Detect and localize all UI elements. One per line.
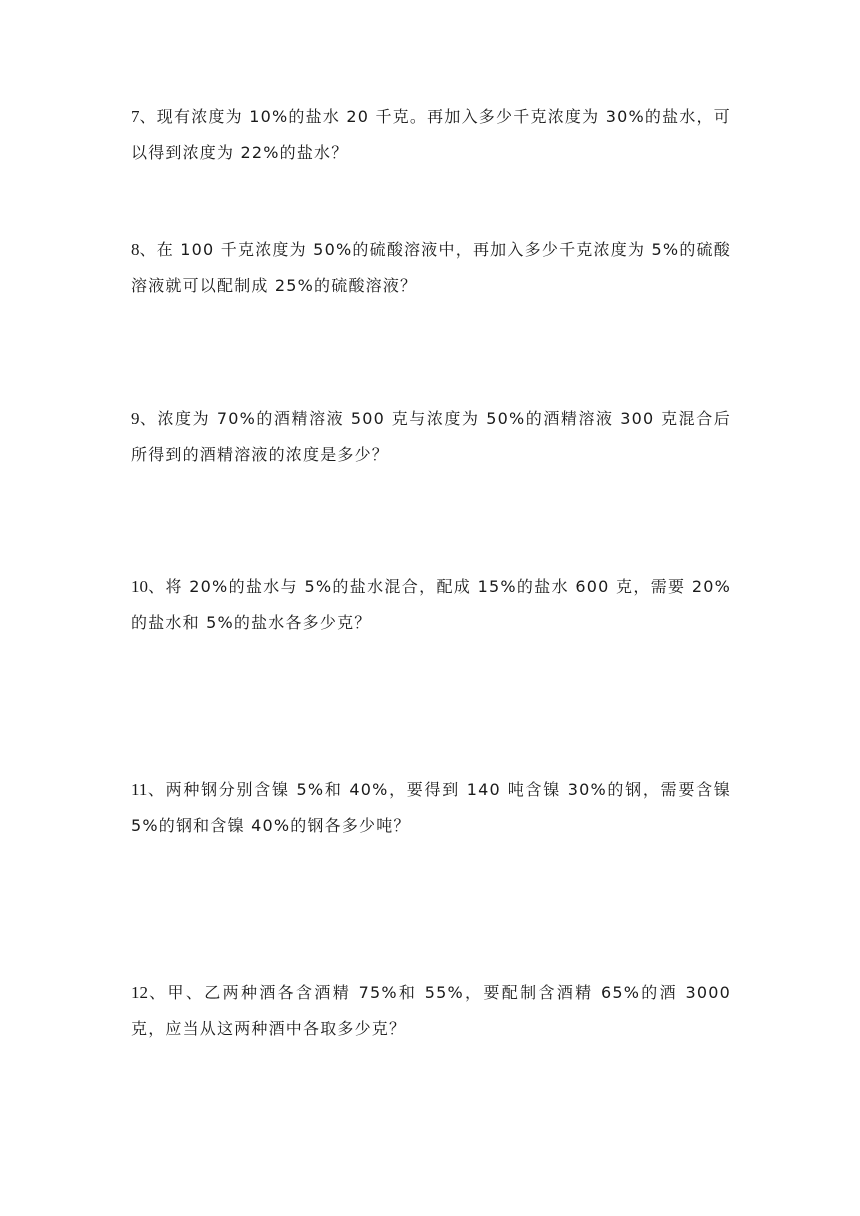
problem-10 [131,569,731,641]
problem-text: 、两种钢分别含镍 5%和 40%，要得到 140 吨含镍 30%的钢，需要含镍 5%的钢和含镍 40%的钢各多少吨？ [131,780,731,835]
problem-number: 8 [131,240,140,259]
problem-text: 、浓度为 70%的酒精溶液 500 克与浓度为 50%的酒精溶液 300 克混合后所得到的酒精溶液的浓度是多少？ [131,409,731,464]
problem-text: 、在 100 千克浓度为 50%的硫酸溶液中，再加入多少千克浓度为 5%的硫酸溶液就可以配制成 25%的硫酸溶液？ [131,240,731,295]
problem-12 [131,975,731,1047]
problem-8 [131,232,731,304]
problem-11 [131,772,731,844]
problem-number: 10 [131,577,148,596]
problem-number: 12 [131,983,148,1002]
problem-7 [131,99,731,171]
problem-text: 、甲、乙两种酒各含酒精 75%和 55%，要配制含酒精 65%的酒 3000 克，应当从这两种酒中各取多少克？ [131,983,731,1038]
problem-number: 9 [131,409,140,428]
problem-number: 7 [131,107,140,126]
problem-number: 11 [131,780,148,799]
problem-text: 、将 20%的盐水与 5%的盐水混合，配成 15%的盐水 600 克，需要 20%的盐水和 5%的盐水各多少克？ [131,577,731,632]
problem-text: 、现有浓度为 10%的盐水 20 千克。再加入多少千克浓度为 30%的盐水，可以得到浓度为 22%的盐水？ [131,107,731,162]
problem-9 [131,401,731,473]
